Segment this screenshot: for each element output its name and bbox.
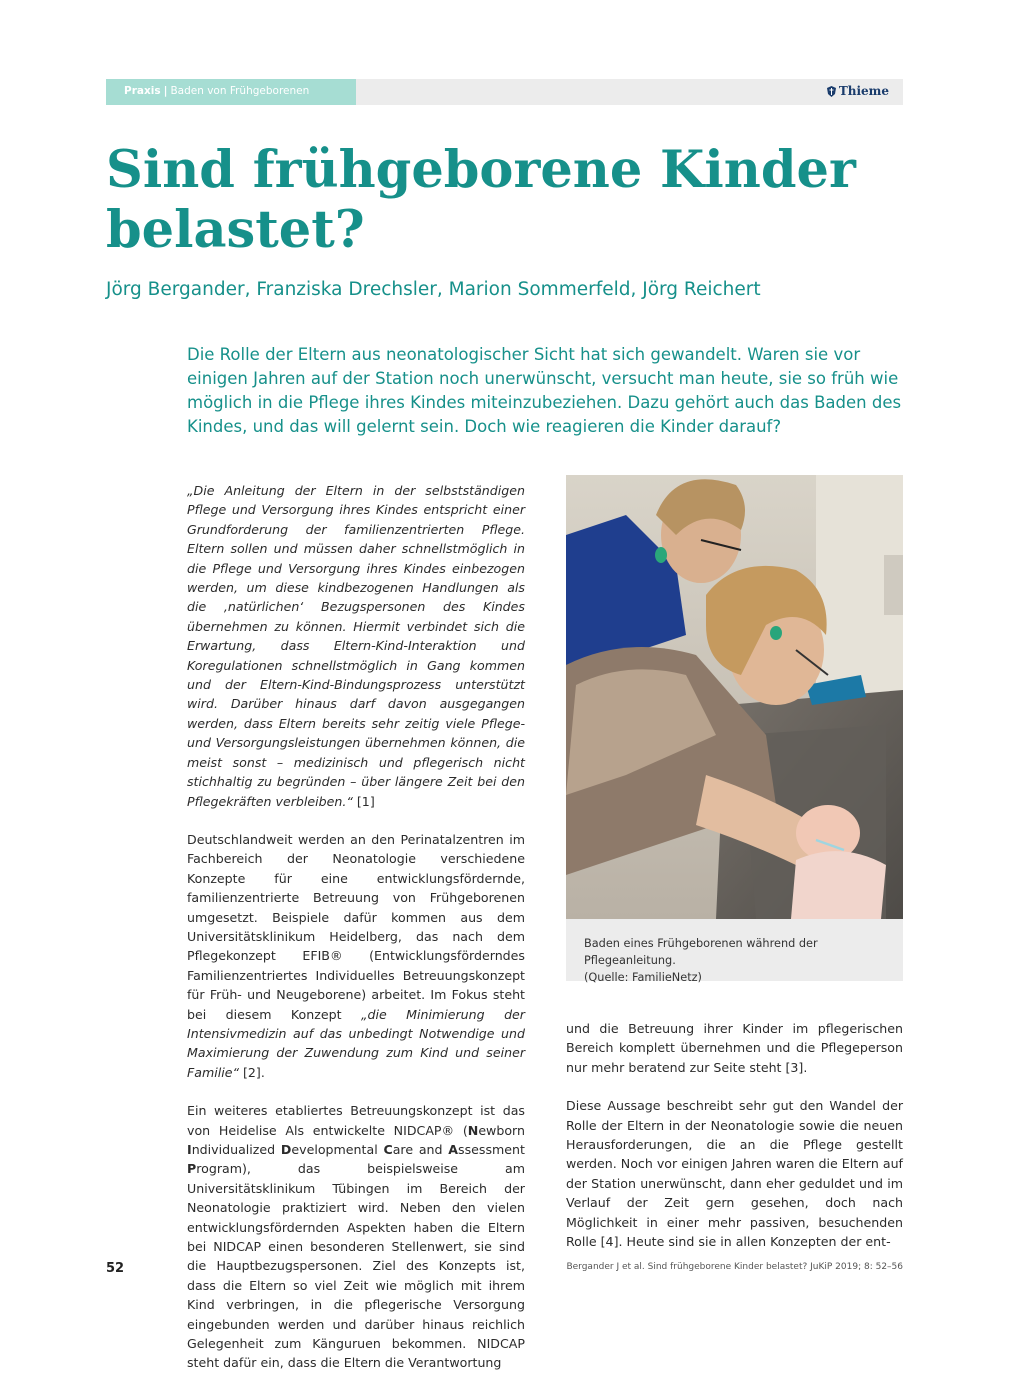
acronym-letter: P xyxy=(187,1161,197,1177)
acronym-text: rogram xyxy=(196,1161,242,1177)
quote-paragraph xyxy=(187,481,525,811)
acronym-text: ndividualized xyxy=(191,1142,281,1157)
body-text: Ein weiteres etabliertes Betreuungskonzept ist das von Heidelise Als entwickelte NIDCAP® ( xyxy=(187,1103,525,1138)
caption-text: Baden eines Frühgeborenen während der Pflegeanleitung. xyxy=(584,937,818,967)
section-label xyxy=(124,85,309,97)
body-paragraph xyxy=(187,830,525,1082)
acronym-letter: C xyxy=(383,1142,393,1157)
footer-citation: Bergander J et al. Sind frühgeborene Kinder belastet? JuKiP 2019; 8: 52–56 xyxy=(566,1262,903,1272)
article-authors: Jörg Bergander, Franziska Drechsler, Marion Sommerfeld, Jörg Reichert xyxy=(106,279,761,300)
section-separator: | xyxy=(163,85,168,97)
article-photo xyxy=(566,475,903,919)
body-column-right xyxy=(566,1019,903,1270)
acronym-letter: A xyxy=(448,1142,459,1157)
acronym-text: ewborn xyxy=(478,1122,525,1138)
thieme-logo-icon xyxy=(827,86,836,97)
body-paragraph: und die Betreuung ihrer Kinder im pflegerischen Bereich komplett übernehmen und die Pflegeperson nur mehr beratend zur Seite steht [3]. xyxy=(566,1021,903,1075)
article-lead: Die Rolle der Eltern aus neonatologischer Sicht hat sich gewandelt. Waren sie vor einigen Jahren auf der Station noch unerwünscht, versucht man heute, sie so früh wie möglich in die Pflege ihres Kindes miteinzubeziehen. Dazu gehört auch das Baden des Kindes, und das will gelernt sein. Doch wie reagieren die Kinder darauf? xyxy=(187,345,902,436)
acronym-text: evelopmental xyxy=(291,1142,384,1157)
acronym-letter: N xyxy=(467,1122,479,1138)
section-topic: Baden von Frühgeborenen xyxy=(170,85,310,97)
body-reference: [2]. xyxy=(239,1064,265,1080)
figure-caption xyxy=(566,919,903,984)
body-column-left xyxy=(187,481,525,1392)
header-bar xyxy=(356,79,903,105)
article-title: Sind frühgeborene Kinder belastet? xyxy=(106,140,856,260)
acronym-text: ssessment xyxy=(458,1142,525,1157)
caption-source: (Quelle: FamilieNetz) xyxy=(584,971,702,984)
inline-quote: „die Minimierung der Intensivmedizin auf das unbedingt Notwendige und Maximierung der Zuwendung zum Kind und seiner Familie“ xyxy=(187,1006,525,1080)
acronym-letter: D xyxy=(280,1142,292,1157)
page-number: 52 xyxy=(106,1261,125,1276)
publisher-logo xyxy=(827,84,889,98)
photo-illustration xyxy=(566,475,903,919)
quote-text: „Die Anleitung der Eltern in der selbstständigen Pflege und Versorgung ihres Kindes entspricht einer Grundforderung der familienzentrierten Pflege. Eltern sollen und müssen daher schnellstmöglich in die Pflege und Versorgung ihres Kindes einbezogen werden, um diese kindbezogenen Handlungen als die ‚natürlichen‘ Bezugspersonen des Kindes übernehmen zu können. Hiermit verbindet sich die Erwartung, dass Eltern-Kind-Interaktion und Koregulationen schnellstmöglich in Gang kommen und der Eltern-Kind-Bindungsprozess unterstützt wird. Darüber hinaus darf davon ausgegangen werden, dass Eltern bereits sehr zeitig viele Pflege- und Versorgungsleistungen übernehmen können, die meist sonst – medizinisch und pflegerisch nicht stichhaltig zu begründen – über längere Zeit bei den Pflegekräften verbleiben.“ xyxy=(187,483,525,809)
section-name: Praxis xyxy=(124,85,161,97)
body-paragraph xyxy=(187,1101,525,1373)
body-text: ), das beispielsweise am Universitätsklinikum Tübingen im Bereich der Neonatologie praktiziert wird. Neben den vielen entwicklungsfördernden Aspekten haben die Eltern bei NIDCAP einen besonderen Stellenwert, sie sind die Hauptbezugspersonen. Ziel des Konzepts ist, dass die Eltern so viel Zeit wie möglich mit ihrem Kind verbringen, in die pflegerische Versorgung eingebunden werden und darüber hinaus reichlich Gelegenheit zum Känguruen bekommen. NIDCAP steht dafür ein, dass die Eltern die Verantwortung xyxy=(187,1161,525,1371)
body-text: Deutschlandweit werden an den Perinatalzentren im Fachbereich der Neonatologie verschiedene Konzepte für eine entwicklungsfördernde, familienzentrierte Betreuung von Frühgeborenen umgesetzt. Beispiele dafür kommen aus dem Universitätsklinikum Heidelberg, das nach dem Pflegekonzept EFIB® (Entwicklungsförderndes Familienzentriertes Individuelles Betreuungskonzept für Früh- und Neugeborene) arbeitet. Im Fokus steht bei diesem Konzept xyxy=(187,831,525,1022)
quote-reference: [1] xyxy=(352,793,375,809)
body-paragraph: Diese Aussage beschreibt sehr gut den Wandel der Rolle der Eltern in der Neonatologie sowie die neuen Herausforderungen, die an die Pflege gestellt werden. Noch vor einigen Jahren waren die Eltern auf der Station unerwünscht, dann eher geduldet und im Verlauf der Zeit gern gesehen, doch nach Möglichkeit in einer mehr passiven, besuchenden Rolle [4]. Heute sind sie in allen Konzepten der ent- xyxy=(566,1098,903,1250)
publisher-name: Thieme xyxy=(838,84,889,98)
acronym-letter: I xyxy=(187,1142,192,1157)
acronym-text: are and xyxy=(392,1142,449,1157)
